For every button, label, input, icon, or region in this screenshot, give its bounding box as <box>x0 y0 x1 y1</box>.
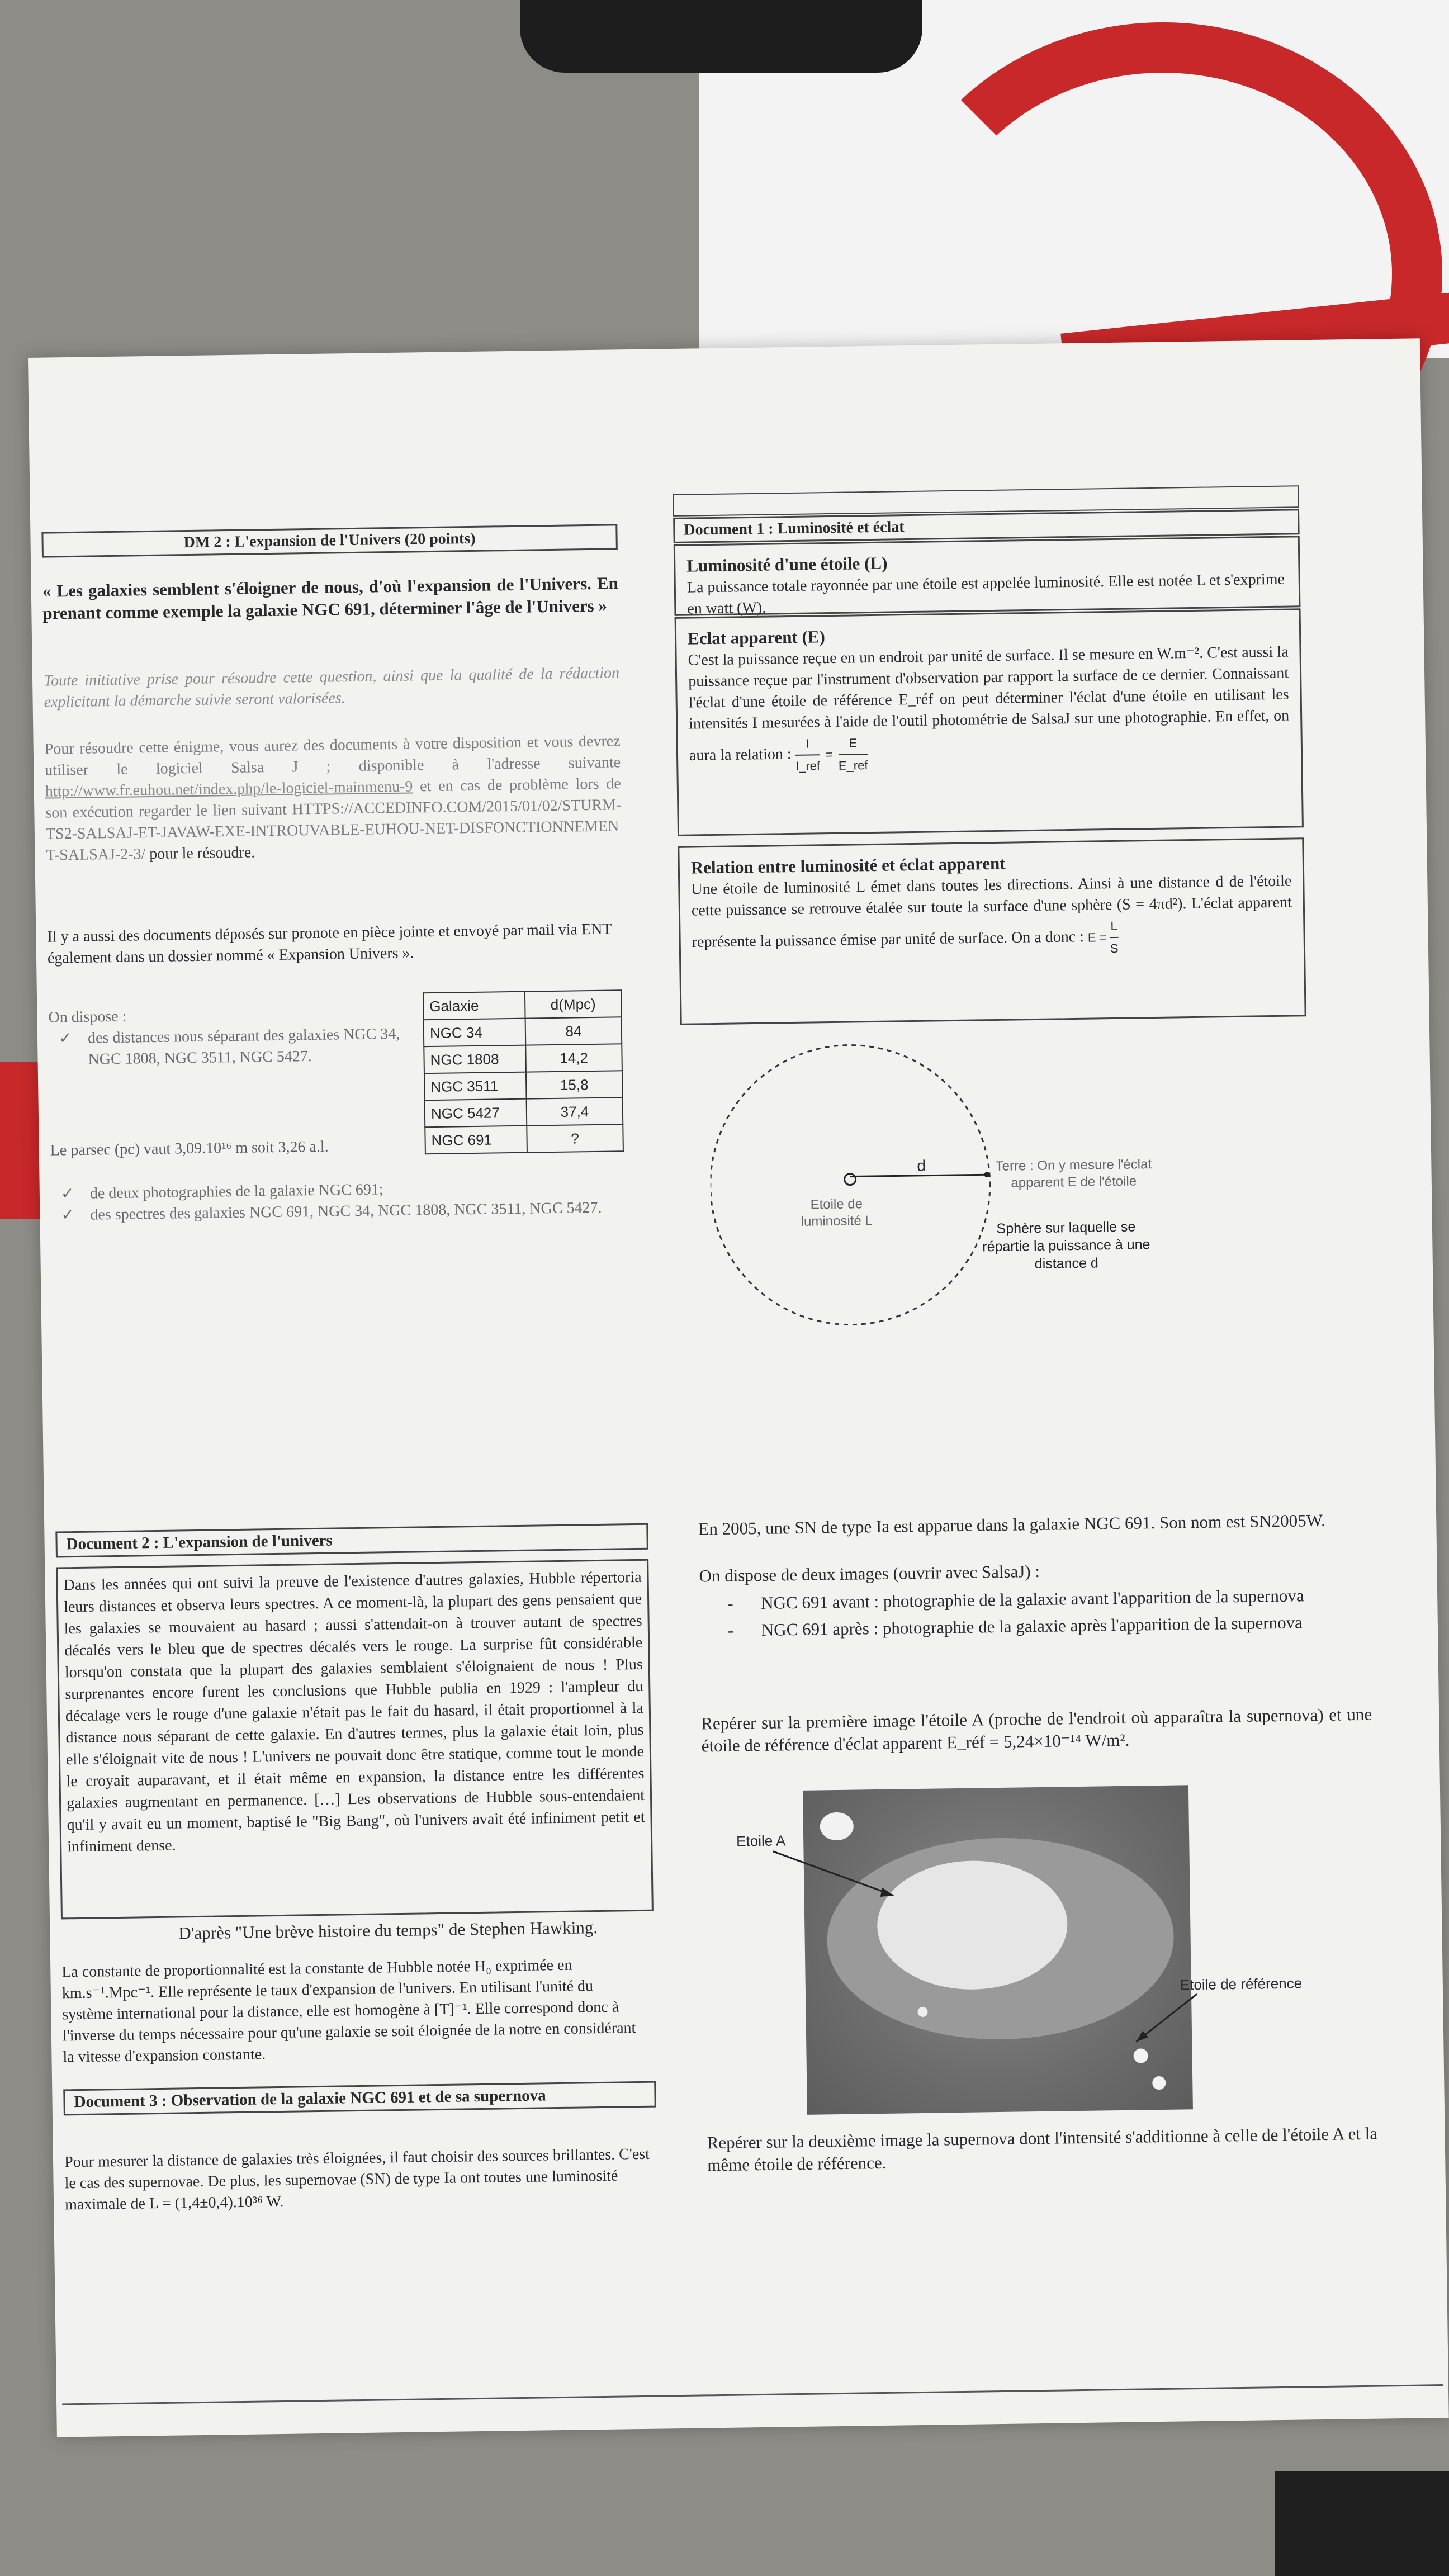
table-row: NGC 3511 15,8 <box>424 1071 623 1100</box>
table-row: NGC 691 ? <box>425 1124 623 1154</box>
table-row: NGC 1808 14,2 <box>424 1044 622 1073</box>
troubleshoot-link[interactable]: HTTPS://ACCEDINFO.COM/2015/01/02/STURM-TS2-SALSAJ-ET-JAVAW-EXE-INTROUVABLE-EUHOU-NET-DISFONCTIONNEMENT-SALSAJ-2-3/ <box>45 796 622 864</box>
doc2-box <box>56 1559 654 1920</box>
checkmark-icon: ✓ <box>60 1185 74 1203</box>
formula-eclat: E = $\frac{L}{S}$ <box>1087 916 1118 960</box>
luminosity-title: Luminosité d'une étoile (L) <box>686 553 888 576</box>
dispose-list-1 <box>49 1023 424 1071</box>
doc2-text: Dans les années qui ont suivi la preuve de l'existence d'autres galaxies, Hubble répertoria leurs distances et observa leurs spectres. A ce moment-là, la plupart des gens pensaient que les galaxies se mouvaient au hasard ; aussi s'attendait-on à trouver autant de spectres décalés vers le bleu que de spectres décalés vers le rouge. La surprise fût considérable lorsqu'on constata que la plupart des galaxies semblaient s'éloignaient de nous ! Plus surprenantes encore furent les conclusions que Hubble publia en 1929 : l'ampleur du décalage vers le rouge d'une galaxie n'était pas le fait du hasard, il était proportionnel à la distance nous séparant de cette galaxie. En d'autres termes, plus la galaxie était loin, plus elle s'éloignait vite de nous ! L'univers ne pouvait donc être statique, comme tout le monde le croyait auparavant, et il était même en expansion, la distance entre les différentes galaxies augmentant en permanence. […] Les observations de Hubble sous-entendaient qu'il y avait eu un moment, baptisé le "Big Bang", où l'univers avait été infiniment petit et infiniment dense. <box>63 1568 645 1856</box>
dark-shape-bottom-right <box>1275 2471 1449 2576</box>
images-list <box>699 1584 1360 1642</box>
col-header-distance: d(Mpc) <box>525 990 622 1018</box>
arrow-etoile-a <box>773 1850 893 1897</box>
bottom-rule <box>62 2384 1443 2405</box>
hubble-text: La constante de proportionnalité est la constante de Hubble notée H₀ exprimée en km.s⁻¹.Mpc⁻¹. Elle représente le taux d'expansion de l'univers. En utilisant l'unité du système international pour la distance, elle est homogène à [T]⁻¹. Elle correspond donc à l'inverse du temps nécessaire pour qu'une galaxie se soit éloignée de la notre en considérant la vitesse d'expansion constante. <box>61 1956 636 2066</box>
dm-p1c: pour le résoudre. <box>149 844 255 863</box>
list-item: ✓ des spectres des galaxies NGC 691, NGC 34, NGC 1808, NGC 3511, NGC 5427. <box>51 1197 627 1226</box>
star-label: Etoile de luminosité L <box>801 1196 873 1229</box>
checkmark-icon: ✓ <box>61 1206 75 1224</box>
luminosity-box <box>674 536 1301 616</box>
dispose-list-2 <box>51 1176 627 1226</box>
star-icon <box>845 1173 856 1185</box>
relation-title: Relation entre luminosité et éclat apparent <box>690 853 1006 878</box>
sphere-label: Sphère sur laquelle se répartie la puissance à une distance d <box>982 1219 1150 1272</box>
doc2-title: Document 2 : L'expansion de l'univers <box>55 1523 648 1558</box>
doc2-source: D'après "Une brève histoire du temps" de Stephen Hawking. <box>178 1917 598 1943</box>
dm-title: DM 2 : L'expansion de l'Univers (20 points) <box>41 524 618 557</box>
dm-p1: Pour résoudre cette énigme, vous aurez des documents à votre disposition et vous devrez utiliser le logiciel Salsa J ; disponible à l'adresse suivante <box>44 732 621 779</box>
on-dispose-label: On dispose : <box>48 1007 127 1026</box>
formula-intensity-ratio: I I_ref = E E_ref <box>795 732 868 777</box>
luminosity-text: La puissance totale rayonnée par une étoile est appelée luminosité. Elle est notée L et s'exprime en watt (W). <box>686 570 1285 618</box>
etoile-a-label: Etoile A <box>736 1832 786 1850</box>
relation-text: Une étoile de luminosité L émet dans toutes les directions. Ainsi à une distance d de l'étoile cette puissance se retrouve étalée sur toute la surface d'une sphère (S = 4πd²). L'éclat apparent représente la puissance émise par unité de surface. On a donc : <box>691 872 1292 951</box>
etoile-ref-label: Etoile de référence <box>1180 1974 1303 1993</box>
arrow-head-icon <box>1136 2030 1148 2042</box>
annotation-arrows <box>747 1827 1310 2114</box>
dm-note: Toute initiative prise pour résoudre cette question, ainsi que la qualité de la rédaction explicitant la démarche suivie seront valorisées. <box>43 664 620 711</box>
checkmark-icon: ✓ <box>58 1030 72 1048</box>
reperer-1: Repérer sur la première image l'étoile A (proche de l'endroit où apparaîtra la supernova) et une étoile de référence d'éclat apparent E_réf = 5,24×10⁻¹⁴ W/m². <box>700 1704 1372 1756</box>
doc3-title: Document 3 : Observation de la galaxie NGC 691 et de sa supernova <box>63 2081 656 2116</box>
sn-text: En 2005, une SN de type Ia est apparue dans la galaxie NGC 691. Son nom est SN2005W. <box>698 1510 1326 1539</box>
dm-resources <box>45 731 622 866</box>
doc1-title: Document 1 : Luminosité et éclat <box>673 509 1300 543</box>
table-row: NGC 5427 37,4 <box>425 1097 623 1127</box>
dm-p1b: et en cas de problème lors de son exécution regarder le lien suivant <box>45 775 621 822</box>
list-item: ✓ de deux photographies de la galaxie NGC 691; <box>51 1176 627 1205</box>
relation-box <box>678 837 1306 1025</box>
salsaj-link[interactable]: http://www.fr.euhou.net/index.php/le-logiciel-mainmenu-9 <box>45 778 413 801</box>
dm-intro: « Les galaxies semblent s'éloigner de nous, d'où l'expansion de l'Univers. En prenant comme exemple la galaxie NGC 691, déterminer l'âge de l'Univers » <box>42 573 618 623</box>
galaxy-distance-table <box>423 989 624 1154</box>
list-item: ✓ des distances nous séparant des galaxies NGC 34, NGC 1808, NGC 3511, NGC 5427. <box>58 1025 400 1068</box>
doc3-text: Pour mesurer la distance de galaxies très éloignées, il faut choisir des sources brillantes. C'est le cas des supernovae. De plus, les supernovae (SN) de type Ia ont toutes une luminosité maximale de L = (1,4±0,4).10³⁶ W. <box>64 2145 650 2214</box>
dm-p2: Il y a aussi des documents déposés sur pronote en pièce jointe et envoyé par mail via ENT également dans un dossier nommé « Expansion Univers ». <box>47 920 612 967</box>
col-header-galaxie: Galaxie <box>423 992 525 1020</box>
distance-label: d <box>917 1157 926 1175</box>
images-intro: On dispose de deux images (ouvrir avec SalsaJ) : <box>699 1561 1040 1586</box>
eclat-text: C'est la puissance reçue en un endroit par unité de surface. Il se mesure en W.m⁻². C'est aussi la puissance reçue par l'instrument d'observation par rapport la surface de ce dernier. Connaissant l'éclat d'une étoile de référence E_réf on peut déterminer l'éclat d'une étoile en utilisant les intensités I mesurées à l'aide de l'outil photométrie de SalsaJ sur une photographie. En effet, on aura la relation : <box>688 643 1290 764</box>
parsec-text: Le parsec (pc) vaut 3,09.10¹⁶ m soit 3,26 a.l. <box>50 1138 329 1159</box>
worksheet-paper <box>28 338 1449 2437</box>
list-item: - NGC 691 avant : photographie de la galaxie avant l'apparition de la supernova <box>727 1585 1304 1613</box>
list-item: - NGC 691 après : photographie de la galaxie après l'apparition de la supernova <box>727 1612 1303 1640</box>
table-header-row <box>423 990 622 1020</box>
eclat-title: Eclat apparent (E) <box>687 627 826 648</box>
arrow-head-icon <box>880 1888 893 1897</box>
eclat-box <box>675 608 1304 836</box>
dark-object-top <box>520 0 922 73</box>
table-row: NGC 34 84 <box>424 1017 622 1046</box>
reperer-2: Repérer sur la deuxième image la supernova dont l'intensité s'additionne à celle de l'étoile A et la même étoile de référence. <box>707 2123 1378 2175</box>
earth-label: Terre : On y mesure l'éclat apparent E de l'étoile <box>995 1157 1152 1191</box>
